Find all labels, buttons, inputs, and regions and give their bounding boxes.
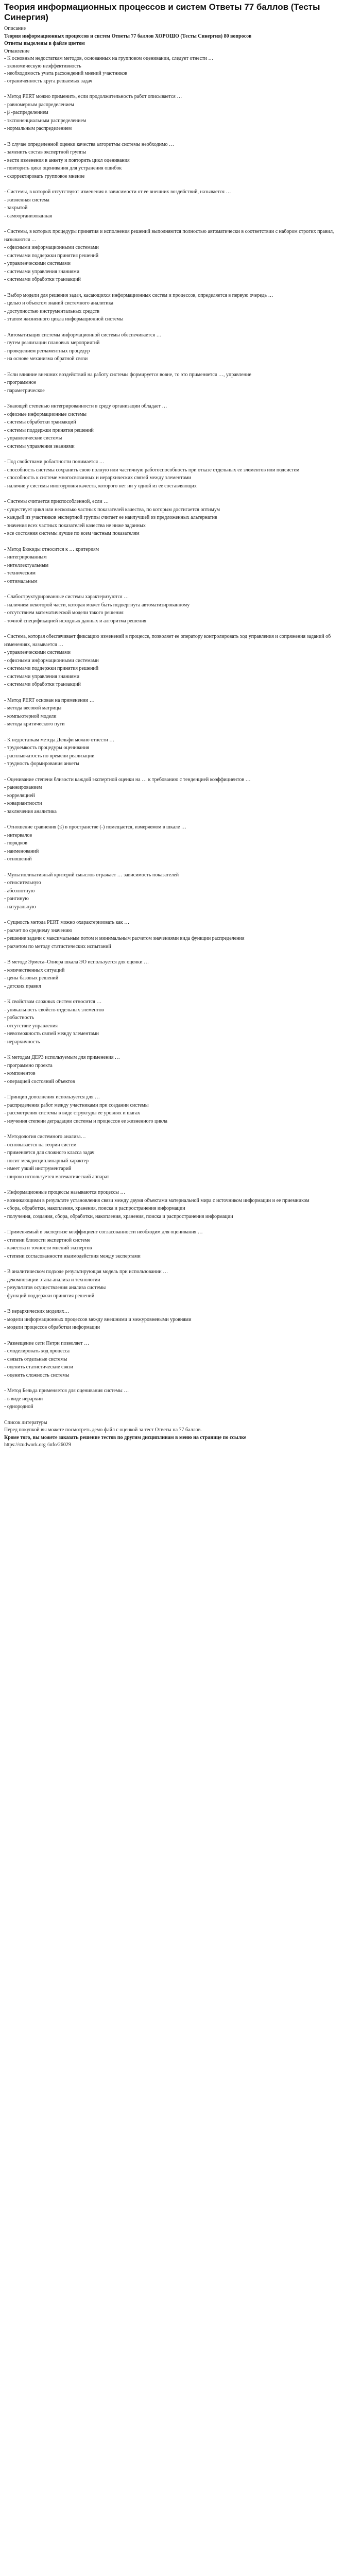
answer-option: - сбора, обработки, накопления, хранения, поиска и распространения информации [4, 1206, 185, 1212]
answer-option: - системами управления знаниями [4, 673, 80, 680]
answer-option: - заключения аналитика [4, 808, 57, 815]
question-text: - Системы, в которых процедуры принятия и исполнения решений выполняются полностью автоматически в соответствии с набором строгих правил, называются … [4, 229, 334, 243]
question-text: - Отношение сравнения (≤) в пространстве (-) помещается, измеряемом в шкале … [4, 824, 186, 831]
question-text: - В случае определенной оценки качества алгоритмы системы необходимо … [4, 141, 174, 147]
answer-option: - точной спецификацией исходных данных и алгоритма решения [4, 618, 147, 624]
answer-option: - имеет узкий инструментарий [4, 1166, 72, 1172]
answer-option: - параметрическое [4, 387, 45, 394]
answer-option: - наименований [4, 848, 39, 854]
answer-option: - возникающими в результате установления связи между двумя объектами материальной мира с источником информации и ее приемником [4, 1197, 310, 1204]
answer-option: - интегрированным [4, 554, 47, 561]
question-item [4, 736, 356, 768]
header-line: Оглавление [4, 48, 30, 54]
question-text: - К свойствам сложных систем относится … [4, 999, 102, 1005]
answer-option: - программное [4, 380, 37, 386]
answer-option: - смоделировать ход процесса [4, 1348, 70, 1354]
header-block [4, 25, 356, 85]
answer-option: - наличие у системы иногоуровня качеств, которого нет ни у одной из ее составляющих [4, 483, 197, 489]
question-item [4, 188, 356, 220]
question-text: - Системы, в которой отсутствуют изменения в зависимости от ее внешних воздействий, называется … [4, 189, 231, 195]
header-line: Описание [4, 26, 26, 32]
question-text: - Под свойствами робастности понимается … [4, 459, 105, 465]
answer-option: - робастность [4, 1015, 35, 1021]
header-line: - ограниченность круга решаемых задач [4, 78, 93, 84]
answer-option: - операцией состояний объектов [4, 1078, 75, 1084]
question-text: - Сущность метода PERT можно охарактеризовать как … [4, 920, 130, 926]
answer-option: - жизненная система [4, 197, 49, 203]
answer-option: - отношений [4, 856, 32, 862]
question-item [4, 1054, 356, 1086]
answer-option: - системы управления знаниями [4, 443, 75, 449]
question-item [4, 633, 356, 689]
answer-option: - абсолютную [4, 888, 35, 894]
answer-option: - способность системы сохранить свою полную или частичную работоспособность при отказе отдельных ее элементов или подсистем [4, 467, 300, 473]
answer-option: - нормальным распределением [4, 126, 72, 132]
question-item [4, 228, 356, 284]
answer-option: - управленческими системами [4, 261, 71, 267]
references-heading: Список литературы [4, 1419, 47, 1426]
answer-option: - β -распределением [4, 110, 48, 116]
answer-option: - рассмотрения системы в виде структуры ее уровнях и шагах [4, 1110, 141, 1116]
answer-option: - модели процессов обработки информации [4, 1325, 100, 1331]
answer-option: - метода весовой матрицы [4, 705, 62, 711]
page-title: Теория информационных процессов и систем Ответы 77 баллов (Тесты Синергия) [4, 2, 320, 22]
answer-option: - системы обработки транзакций [4, 419, 76, 426]
answer-option: - оценить сложность системы [4, 1372, 70, 1378]
answer-option: - закрытой [4, 205, 28, 211]
answer-option: - расчет по среднему значению [4, 927, 73, 934]
answer-option: - экспоненциальным распределением [4, 117, 87, 124]
answer-option: - техническим [4, 570, 36, 577]
answer-option: - основывается на теории систем [4, 1142, 77, 1148]
answer-option: - ковариантности [4, 801, 42, 807]
answer-option: - применяется для сложного класса задач [4, 1150, 95, 1156]
question-item [4, 958, 356, 990]
question-item [4, 697, 356, 728]
answer-option: - вести изменения в анкету и повторить цикл оценивания [4, 157, 130, 163]
question-text: - Оценивание степени близости каждой экспертной оценки на … к требованию с тенденцией коэффициентов … [4, 776, 251, 783]
question-item [4, 1387, 356, 1411]
answer-option: - расчетом по методу статистических испытаний [4, 943, 111, 950]
answer-option: - относительную [4, 880, 41, 886]
answer-option: - изучения степени деградации системы и процессов ее жизненного цикла [4, 1118, 167, 1124]
question-item [4, 1268, 356, 1300]
question-item [4, 498, 356, 538]
header-line: - необходимость учета расхождений мнений участников [4, 71, 128, 77]
answer-option: - офисными информационными системами [4, 657, 99, 664]
question-item [4, 1133, 356, 1181]
answer-option: - трудность формирования анкеты [4, 761, 79, 767]
header-line: Ответы выделены в файле цветом [4, 41, 85, 47]
question-text: - Методология системного анализа… [4, 1134, 86, 1140]
question-item [4, 1189, 356, 1221]
question-text: - К методам ДЕРЗ используемым для применения … [4, 1055, 120, 1061]
answer-option: - управленческие системы [4, 435, 62, 442]
answer-option: - этапом жизненного цикла информационной системы [4, 316, 124, 323]
question-item [4, 1228, 356, 1260]
answer-option: - программно проекта [4, 1062, 53, 1069]
answer-option: - иерархичность [4, 1039, 40, 1045]
answer-option: - результатов осуществления анализа системы [4, 1285, 106, 1291]
question-item [4, 919, 356, 951]
question-item [4, 1340, 356, 1380]
answer-option: - степени согласованности взаимодействия между экспертами [4, 1253, 141, 1259]
question-item [4, 546, 356, 586]
answer-option: - значения всех частных показателей качества не ниже заданных [4, 522, 146, 529]
answer-option: - в виде иерархии [4, 1396, 43, 1402]
answer-option: - трудоемкость процедуры оценивания [4, 745, 90, 751]
answer-option: - порядков [4, 840, 27, 846]
answer-option: - невозможность связей между элементами [4, 1031, 99, 1037]
answer-option: - оценить статистические связи [4, 1364, 73, 1370]
answer-option: - системами обработки транзакций [4, 682, 81, 688]
footer-link[interactable]: https://studwork.org /info/26029 [4, 1442, 71, 1448]
answer-option: - проведением регламентных процедур [4, 348, 90, 354]
answer-option: - компьютерной модели [4, 713, 57, 719]
answer-option: - расплывчатость по времени реализации [4, 753, 95, 759]
footer-bold-note: Кроме того, вы можете заказать решение тестов по другим дисциплинам в меню на странице по ссылке [4, 1434, 247, 1440]
answer-option: - путем реализации плановых мероприятий [4, 340, 100, 346]
question-text: - Метод PERT основан на применении … [4, 697, 95, 703]
question-text: - В аналитическом подходе результирующая модель при использовании … [4, 1269, 168, 1275]
answer-option: - рангиную [4, 896, 29, 902]
answer-option: - однородной [4, 1404, 33, 1410]
answer-option: - системами обработки транзакций [4, 277, 81, 283]
answer-option: - решение задачи с максимальным потом и минимальным расчетом значениями вида функции распределения [4, 936, 245, 942]
answer-option: - компонентов [4, 1071, 36, 1077]
question-item [4, 331, 356, 363]
question-text: - Информационные процессы называются процессы … [4, 1190, 126, 1196]
answer-option: - интеллектуальным [4, 562, 49, 568]
answer-option: - системами поддержки принятия решений [4, 252, 99, 259]
answer-option: - широко используется математический аппарат [4, 1174, 109, 1180]
question-text: - Слабоструктурированные системы характеризуются … [4, 594, 129, 600]
answer-option: - равномерным распределением [4, 101, 74, 108]
question-text: - К недостаткам метода Дельфи можно отнести … [4, 737, 115, 743]
answer-option: - качества и точности мнений экспертов [4, 1245, 92, 1251]
question-text: - Если влияние внешних воздействий на работу системы формируется вовне, то это применяется …, управление [4, 371, 251, 378]
answer-option: - интервалов [4, 832, 32, 838]
answer-option: - получения, создания, сбора, обработки, накопления, хранения, поиска и распространения информации [4, 1213, 233, 1219]
question-text: - В методе Эрмеса–Олиера шкала ЭО используется для оценки … [4, 959, 149, 965]
question-text: - Мультипликативный критерий смыслов отражает … зависимость показателей [4, 872, 179, 878]
header-line: - экономическую неэффективность [4, 63, 81, 69]
question-text: - Применяемый в экспертизе коэффициент согласованности необходим для оценивания … [4, 1229, 203, 1235]
question-text: - Система, которая обеспечивает фиксацию изменений в процессе, позволяет ее оператору контролировать ход управления и сопряжения заданий об изменениях, называется … [4, 634, 331, 648]
question-text: - Знающей степенью интегрированности в среду организации обладает … [4, 403, 167, 410]
answer-option: - отсутствием математической модели такого решения [4, 610, 124, 616]
answer-option: - целью и объектом знаний системного аналитика [4, 300, 113, 307]
question-item [4, 458, 356, 490]
question-text: - Выбор модели для решения задач, касающихся информационных систем и процессов, определяется в первую очередь … [4, 292, 273, 298]
question-item [4, 998, 356, 1046]
answer-option: - системами управления знаниями [4, 268, 80, 275]
answer-option: - корреляцией [4, 792, 35, 799]
question-text: - Метод Бельда применяется для оценивания системы … [4, 1388, 129, 1394]
answer-option: - самоорганизованная [4, 213, 53, 219]
question-item [4, 93, 356, 133]
answer-option: - способность к системе многосвязанных и иерархических связей между элементами [4, 475, 191, 481]
answer-option: - количественных ситуаций [4, 967, 65, 973]
answer-option: - наличием некоторой части, которая может быть подвергнута автоматизированному [4, 602, 190, 608]
question-item [4, 1093, 356, 1125]
answer-option: - распределения работ между участниками при создании системы [4, 1102, 149, 1108]
answer-option: - управленческими системами [4, 650, 71, 656]
answer-option: - системы поддержки принятия решений [4, 427, 94, 433]
answer-option: - на основе механизма обратной связи [4, 356, 88, 362]
answer-option: - модели информационных процессов между внешними и межуровневыми уровнями [4, 1316, 192, 1323]
answer-option: - отсутствие управления [4, 1023, 58, 1029]
question-item [4, 402, 356, 450]
answer-option: - связать отдельные системы [4, 1356, 67, 1362]
question-text: - В иерархических моделях… [4, 1309, 70, 1315]
answer-option: - доступностью инструментальных средств [4, 308, 100, 314]
answer-option: - каждый из участников экспертной группы считает ее наилучшей из предложенных альтернатив [4, 515, 217, 521]
answer-option: - метода критического пути [4, 721, 65, 727]
answer-option: - детских правил [4, 983, 41, 989]
answer-option: - системами поддержки принятия решений [4, 666, 99, 672]
answer-option: - функций поддержки принятия решений [4, 1293, 95, 1299]
answer-option: - цены базовых решений [4, 975, 59, 981]
answer-option: - декомпозиции этапа анализа и технологии [4, 1277, 100, 1283]
answer-option: - офисными информационными системами [4, 245, 99, 251]
question-item [4, 141, 356, 181]
footer [4, 1419, 356, 1449]
question-item [4, 593, 356, 625]
question-item [4, 823, 356, 863]
question-text: - Системы считается приспособленной, если … [4, 499, 109, 505]
question-item [4, 1308, 356, 1332]
question-text: - Автоматизация системы информационной системы обеспечивается … [4, 332, 162, 338]
answer-option: - ранжированием [4, 785, 42, 791]
question-text: - Принцип дополнения используется для … [4, 1094, 100, 1100]
question-text: - Метод PERT можно применить, если продолжительность работ описывается … [4, 94, 182, 100]
question-item [4, 776, 356, 816]
question-text: - Метод Бюкиды относится к … критериям [4, 546, 99, 552]
answer-option: - заменить состав экспертной группы [4, 149, 87, 156]
question-item [4, 871, 356, 911]
answer-option: - существует цикл или несколько частных показателей качества, по которым достигается оптимум [4, 506, 220, 513]
answer-option: - уникальность свойств отдельных элементов [4, 1007, 104, 1013]
question-text: - Размещение сети Петри позволяет … [4, 1340, 90, 1346]
answer-option: - офисные информационные системы [4, 411, 87, 417]
answer-option: - натуральную [4, 904, 36, 910]
answer-option: - повторить цикл оценивания для устранения ошибок [4, 165, 122, 172]
answer-option: - скорректировать групповое мнение [4, 173, 85, 179]
questions-list [4, 93, 356, 1411]
answer-option: - оптимальным [4, 578, 38, 584]
header-line: Теория информационных процессов и систем Ответы 77 баллов ХОРОШО (Тесты Синергия) 80 вопросов [4, 33, 252, 39]
question-item [4, 371, 356, 395]
answer-option: - степени близости экспертной системе [4, 1237, 91, 1243]
answer-option: - все состояния системы лучше по всем частным показателям [4, 531, 140, 537]
footer-note: Перед покупкой вы можете посмотреть демо файл с оценкой за тест Ответы на 77 баллов. [4, 1427, 202, 1433]
question-item [4, 292, 356, 324]
answer-option: - носит междисциплинарный характер [4, 1158, 89, 1164]
header-line: - К основным недостаткам методов, основанных на групповом оценивании, следует отнести … [4, 56, 214, 62]
